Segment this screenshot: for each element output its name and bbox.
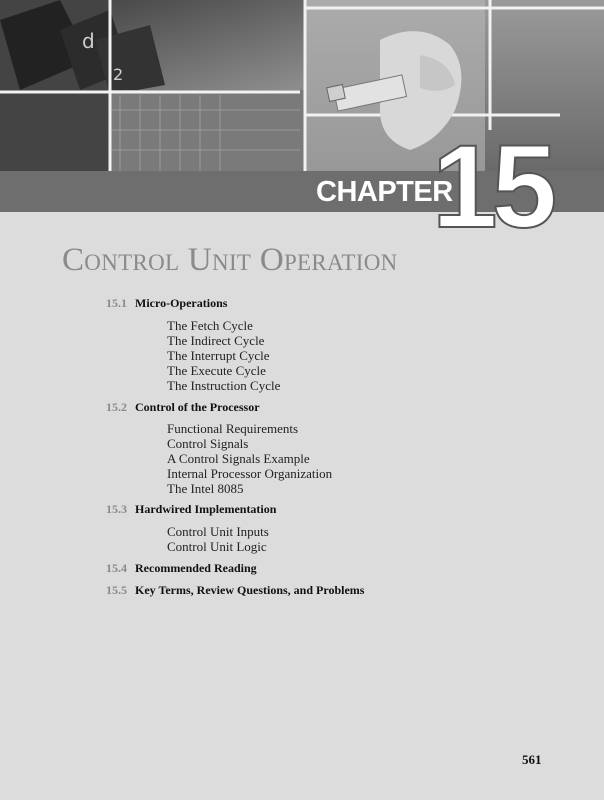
svg-text:2: 2 (113, 65, 124, 84)
page-number: 561 (522, 752, 542, 767)
section-number: 15.2 (106, 400, 127, 414)
subsection-item: Internal Processor Organization (167, 466, 333, 481)
section-number: 15.3 (106, 502, 127, 516)
section-title: Hardwired Implementation (135, 502, 277, 516)
subsection-item: Control Unit Logic (167, 539, 267, 554)
section-number: 15.5 (106, 583, 127, 597)
subsection-item: Functional Requirements (167, 421, 299, 436)
section-title: Micro-Operations (135, 296, 228, 310)
subsection-item: The Indirect Cycle (167, 333, 265, 348)
chapter-title: Control Unit Operation (62, 242, 398, 278)
subsection-item: The Intel 8085 (167, 481, 244, 496)
chapter-label: CHAPTER (316, 176, 453, 208)
section-number: 15.1 (106, 296, 127, 310)
section-title: Recommended Reading (135, 561, 257, 575)
svg-text:d: d (82, 29, 95, 53)
subsection-item: The Interrupt Cycle (167, 348, 270, 363)
subsection-item: Control Unit Inputs (167, 524, 269, 539)
subsection-item: A Control Signals Example (167, 451, 310, 466)
subsection-item: The Execute Cycle (167, 363, 266, 378)
subsection-item: The Fetch Cycle (167, 318, 253, 333)
section-title: Control of the Processor (135, 400, 260, 414)
section-number: 15.4 (106, 561, 127, 575)
subsection-item: Control Signals (167, 436, 249, 451)
section-title: Key Terms, Review Questions, and Problems (135, 583, 365, 597)
chapter-number: 15 (432, 121, 552, 253)
subsection-item: The Instruction Cycle (167, 378, 281, 393)
